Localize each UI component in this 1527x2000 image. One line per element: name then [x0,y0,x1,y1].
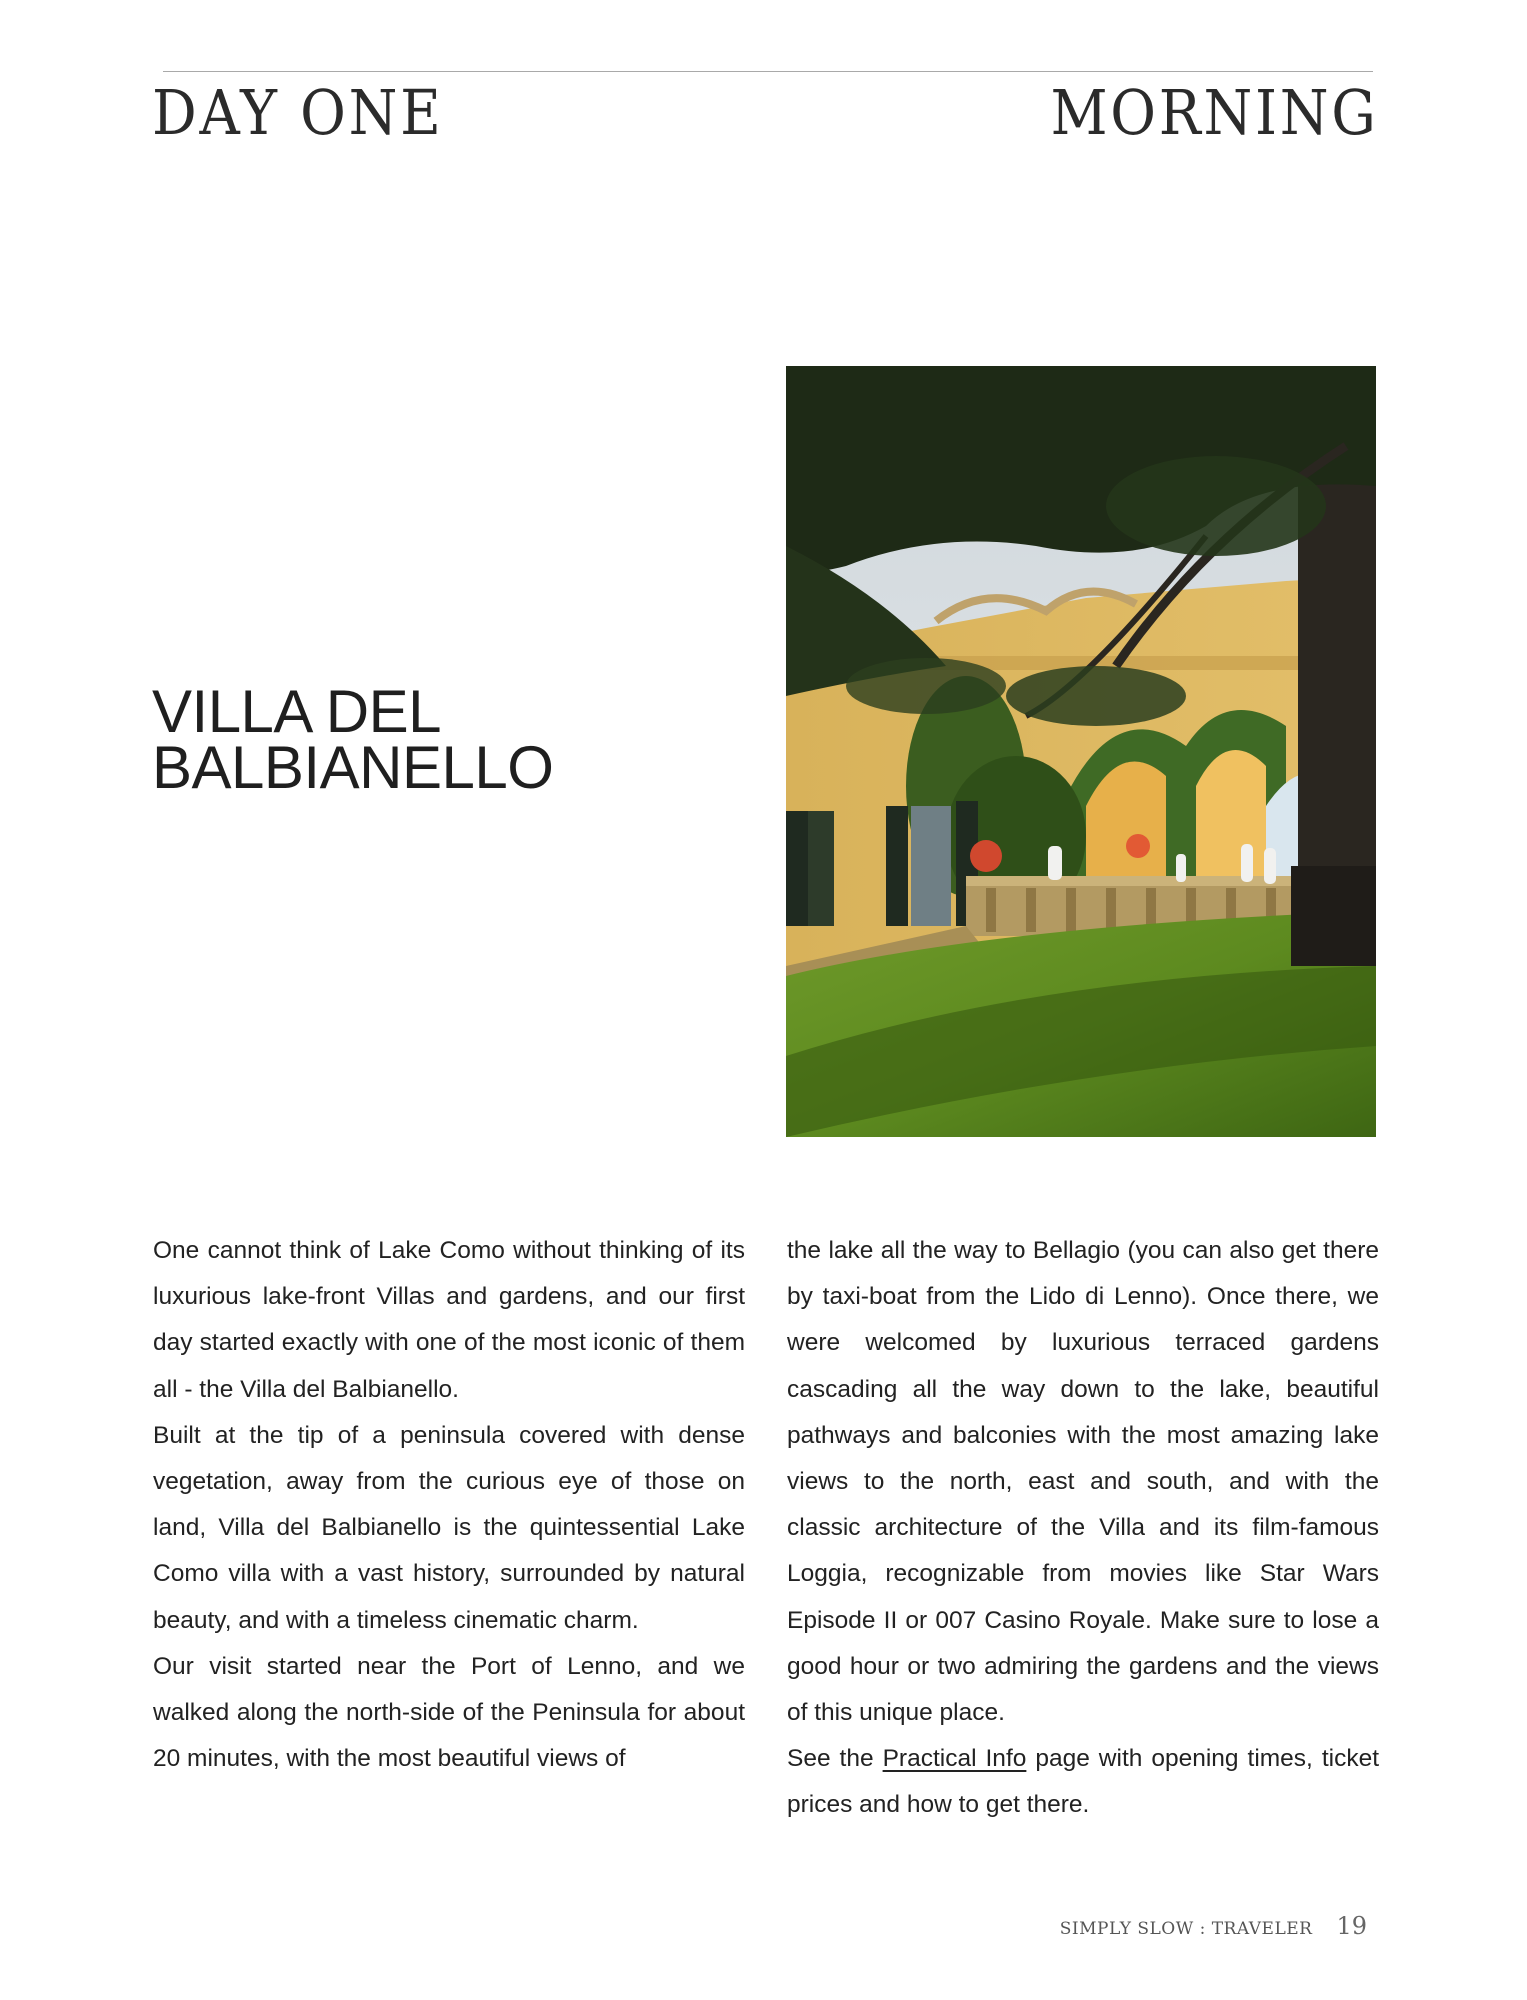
villa-photo [786,366,1376,1137]
villa-photo-illustration [786,366,1376,1137]
header-rule [163,71,1373,72]
publication-name: SIMPLY SLOW : TRAVELER [1059,1919,1313,1939]
title-line-2: BALBIANELLO [152,734,554,801]
time-of-day-heading: MORNING [1050,76,1379,149]
paragraph: Our visit started near the Port of Lenno, and we walked along the north-side of the Peninsula for about 20 minutes, with the most beautiful views of [153,1652,745,1773]
page-title [152,678,554,801]
paragraph: the lake all the way to Bellagio (you can also get there by taxi-boat from the Lido di Lenno). Once there, we were welcomed by luxurious terraced gardens cascading all the way down to the lake, beautiful pathways and balconies with the most amazing lake views to the north, east and south, and with the classic architecture of the Villa and its film-famous Loggia, recognizable from movies like Star Wars Episode II or 007 Casino Royale. Make sure to lose a good hour or two admiring the gardens and the views of this unique place. [787,1237,1379,1727]
text-before-link: See the [787,1745,883,1773]
practical-info-link[interactable]: Practical Info [882,1745,1027,1773]
page-footer [1060,1912,1367,1940]
paragraph: One cannot think of Lake Como without thinking of its luxurious lake-front Villas and gardens, and our first day started exactly with one of the most iconic of them all - the Villa del Balbianello. [153,1237,745,1403]
text-after-link: page with opening times, ticket prices and how to get there. [787,1745,1380,1819]
page-number: 19 [1336,1912,1367,1940]
body-column-right [787,1228,1379,1829]
body-column-left [153,1228,745,1782]
day-heading: DAY ONE [152,76,444,149]
paragraph: Built at the tip of a peninsula covered with dense vegetation, away from the curious eye of those on land, Villa del Balbianello is the quintessential Lake Como villa with a vast history, surrounded by natural beauty, and with a timeless cinematic charm. [153,1421,745,1634]
paragraph-practical-info [787,1736,1379,1828]
title-line-1: VILLA DEL [152,678,442,745]
